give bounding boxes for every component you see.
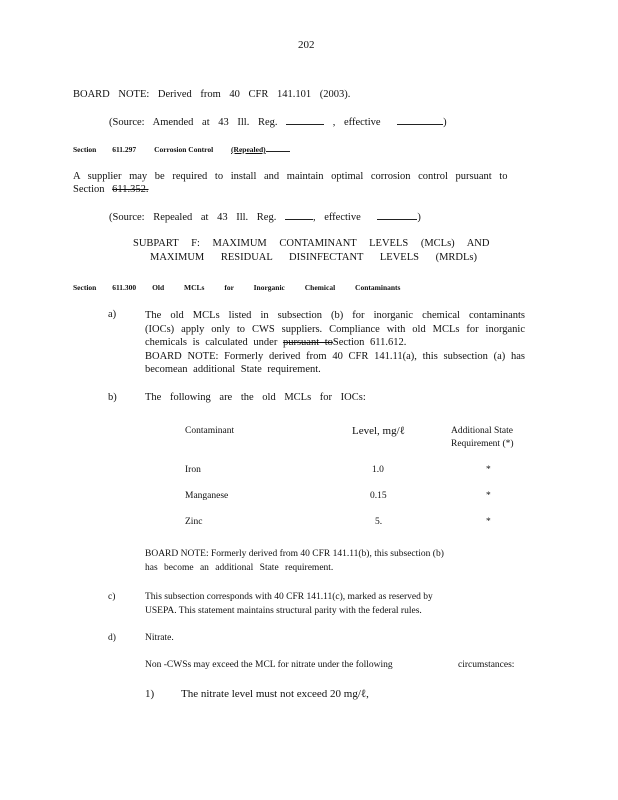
table-row-level: 1.0 [372, 465, 384, 475]
section-label: Section [73, 145, 97, 154]
section-611-297-heading [73, 145, 290, 154]
section-number: 611.297 [112, 145, 137, 154]
source-repealed-suffix: ) [417, 212, 421, 223]
table-row-contaminant: Zinc [185, 517, 203, 527]
item-a-label: a) [108, 309, 117, 320]
item-d1-label: 1) [145, 688, 155, 700]
blank-reg-number [286, 124, 324, 125]
table-row-level: 5. [375, 517, 383, 527]
blank-reg-number-2 [285, 219, 313, 220]
section-title: Old MCLs for Inorganic Chemical Contaminants [152, 283, 401, 292]
item-a-text [145, 309, 525, 377]
item-a-board-note: BOARD NOTE: Formerly derived from 40 CFR 141.11(a), this subsection (a) has becomean additional State requirement. [145, 350, 525, 375]
item-c-line2: USEPA. This statement maintains structural parity with the federal rules. [145, 606, 422, 616]
item-c-label: c) [108, 592, 116, 602]
table-row-additional: * [486, 465, 491, 475]
section-number: 611.300 [112, 283, 137, 292]
source-amended [109, 117, 447, 128]
source-repealed [109, 212, 421, 223]
subpart-heading-line2: MAXIMUM RESIDUAL DISINFECTANT LEVELS (MRDLs) [150, 252, 477, 263]
source-amended-mid: , effective [332, 117, 381, 128]
board-note-b-line2: has become an additional State requirement. [145, 563, 334, 573]
section-611-300-heading [73, 283, 400, 292]
struck-section-ref: 611.352. [112, 184, 149, 195]
table-row-contaminant: Iron [185, 465, 201, 475]
source-repealed-prefix: (Source: Repealed at 43 Ill. Reg. [109, 212, 277, 223]
source-repealed-mid: , effective [312, 212, 361, 223]
item-a-body: The old MCLs listed in subsection (b) for inorganic chemical contaminants (IOCs) apply only to CWS suppliers. Compliance with old MCLs for inorganic chemicals is calculated under [145, 310, 525, 348]
item-d-label: d) [108, 633, 116, 643]
table-header-additional-1: Additional State [451, 426, 514, 436]
table-row-additional: * [486, 517, 491, 527]
table-header-additional-2: Requirement (*) [451, 439, 514, 449]
table-row-additional: * [486, 491, 491, 501]
board-note-b-line1: BOARD NOTE: Formerly derived from 40 CFR 141.11(b), this subsection (b) [145, 549, 444, 559]
blank-effective-date [397, 124, 443, 125]
source-amended-suffix: ) [443, 117, 447, 128]
item-a-struck: pursuant to [282, 337, 333, 348]
section-status: (Repealed) [231, 145, 266, 154]
blank-effective-date-2 [377, 219, 417, 220]
item-c-line1: This subsection corresponds with 40 CFR 141.11(c), marked as reserved by [145, 592, 433, 602]
table-header-level: Level, mg/ℓ [352, 425, 405, 437]
supplier-text: A supplier may be required to install and maintain optimal corrosion control pursuant to Section [73, 171, 508, 195]
heading-rule [266, 151, 290, 152]
table-row-contaminant: Manganese [185, 491, 229, 501]
supplier-paragraph [73, 170, 533, 196]
source-amended-prefix: (Source: Amended at 43 Ill. Reg. [109, 117, 278, 128]
item-d1-text: The nitrate level must not exceed 20 mg/ℓ, [181, 688, 369, 700]
board-note-derived: BOARD NOTE: Derived from 40 CFR 141.101 (2003). [73, 89, 351, 100]
item-b-text: The following are the old MCLs for IOCs: [145, 392, 366, 403]
section-title: Corrosion Control [154, 145, 214, 154]
subpart-heading-line1: SUBPART F: MAXIMUM CONTAMINANT LEVELS (MCLs) AND [133, 238, 490, 249]
table-row-level: 0.15 [370, 491, 387, 501]
item-d-subtext-end: circumstances: [458, 660, 515, 670]
item-d-subtext: Non -CWSs may exceed the MCL for nitrate under the following [145, 660, 393, 670]
item-b-label: b) [108, 392, 117, 403]
section-label: Section [73, 283, 97, 292]
page-number: 202 [298, 39, 315, 51]
item-a-body-end: Section 611.612. [332, 337, 407, 348]
table-header-contaminant: Contaminant [185, 426, 235, 436]
item-d-text: Nitrate. [145, 633, 174, 643]
